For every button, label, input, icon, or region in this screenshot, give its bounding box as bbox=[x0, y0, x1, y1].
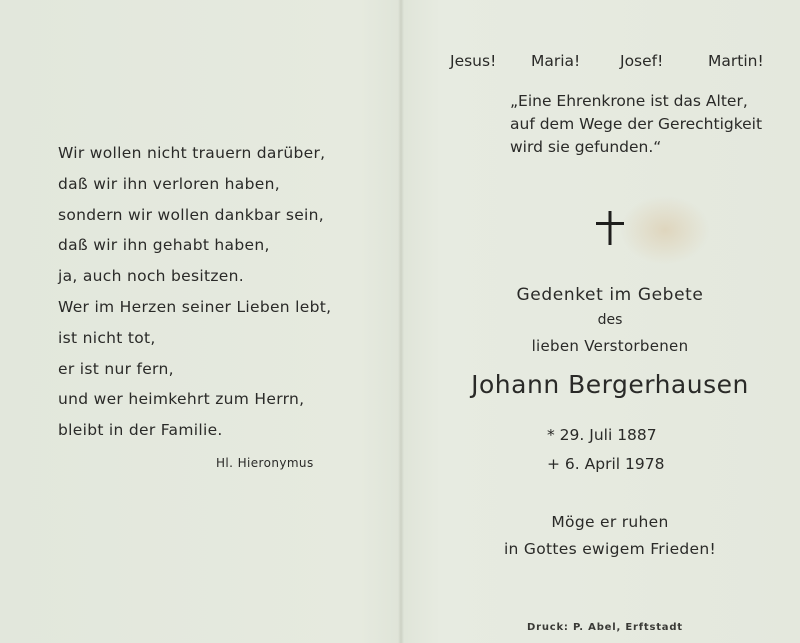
deceased-name: Johann Bergerhausen bbox=[471, 370, 749, 399]
quote-line: auf dem Wege der Gerechtigkeit bbox=[510, 115, 763, 133]
poem-author: Hl. Hieronymus bbox=[216, 456, 314, 470]
poem-line: und wer heimkehrt zum Herrn, bbox=[58, 390, 305, 409]
article-text: des bbox=[597, 312, 623, 328]
latin-cross-icon bbox=[586, 208, 636, 248]
poem-line: er ist nur fern, bbox=[58, 359, 174, 378]
beloved-text: lieben Verstorbenen bbox=[531, 337, 689, 355]
poem-line: daß wir ihn verloren haben, bbox=[58, 174, 280, 193]
poem-line: ja, auch noch besitzen. bbox=[58, 267, 244, 286]
death-date: + 6. April 1978 bbox=[547, 455, 665, 473]
poem bbox=[58, 138, 358, 446]
invocation-jesus: Jesus! bbox=[450, 52, 497, 70]
bible-quote bbox=[510, 90, 762, 159]
blessing-line: in Gottes ewigem Frieden! bbox=[503, 540, 717, 558]
poem-line: bleibt in der Familie. bbox=[58, 421, 223, 440]
poem-line: daß wir ihn gehabt haben, bbox=[58, 236, 270, 255]
blessing-line: Möge er ruhen bbox=[551, 513, 669, 531]
poem-line: Wer im Herzen seiner Lieben lebt, bbox=[58, 297, 332, 316]
poem-line: Wir wollen nicht trauern darüber, bbox=[58, 144, 326, 162]
birth-date: * 29. Juli 1887 bbox=[547, 426, 657, 444]
poem-line: ist nicht tot, bbox=[58, 328, 156, 347]
invocation-martin: Martin! bbox=[708, 52, 764, 70]
poem-line: sondern wir wollen dankbar sein, bbox=[58, 205, 324, 224]
invocation-josef: Josef! bbox=[620, 52, 664, 70]
quote-line: „Eine Ehrenkrone ist das Alter, bbox=[510, 92, 748, 110]
quote-line: wird sie gefunden.“ bbox=[510, 138, 662, 156]
invocation-maria: Maria! bbox=[531, 52, 581, 70]
card-fold bbox=[398, 0, 404, 643]
invocations bbox=[440, 52, 780, 76]
remember-heading: Gedenket im Gebete bbox=[516, 285, 704, 305]
printer-credit: Druck: P. Abel, Erftstadt bbox=[527, 622, 683, 633]
